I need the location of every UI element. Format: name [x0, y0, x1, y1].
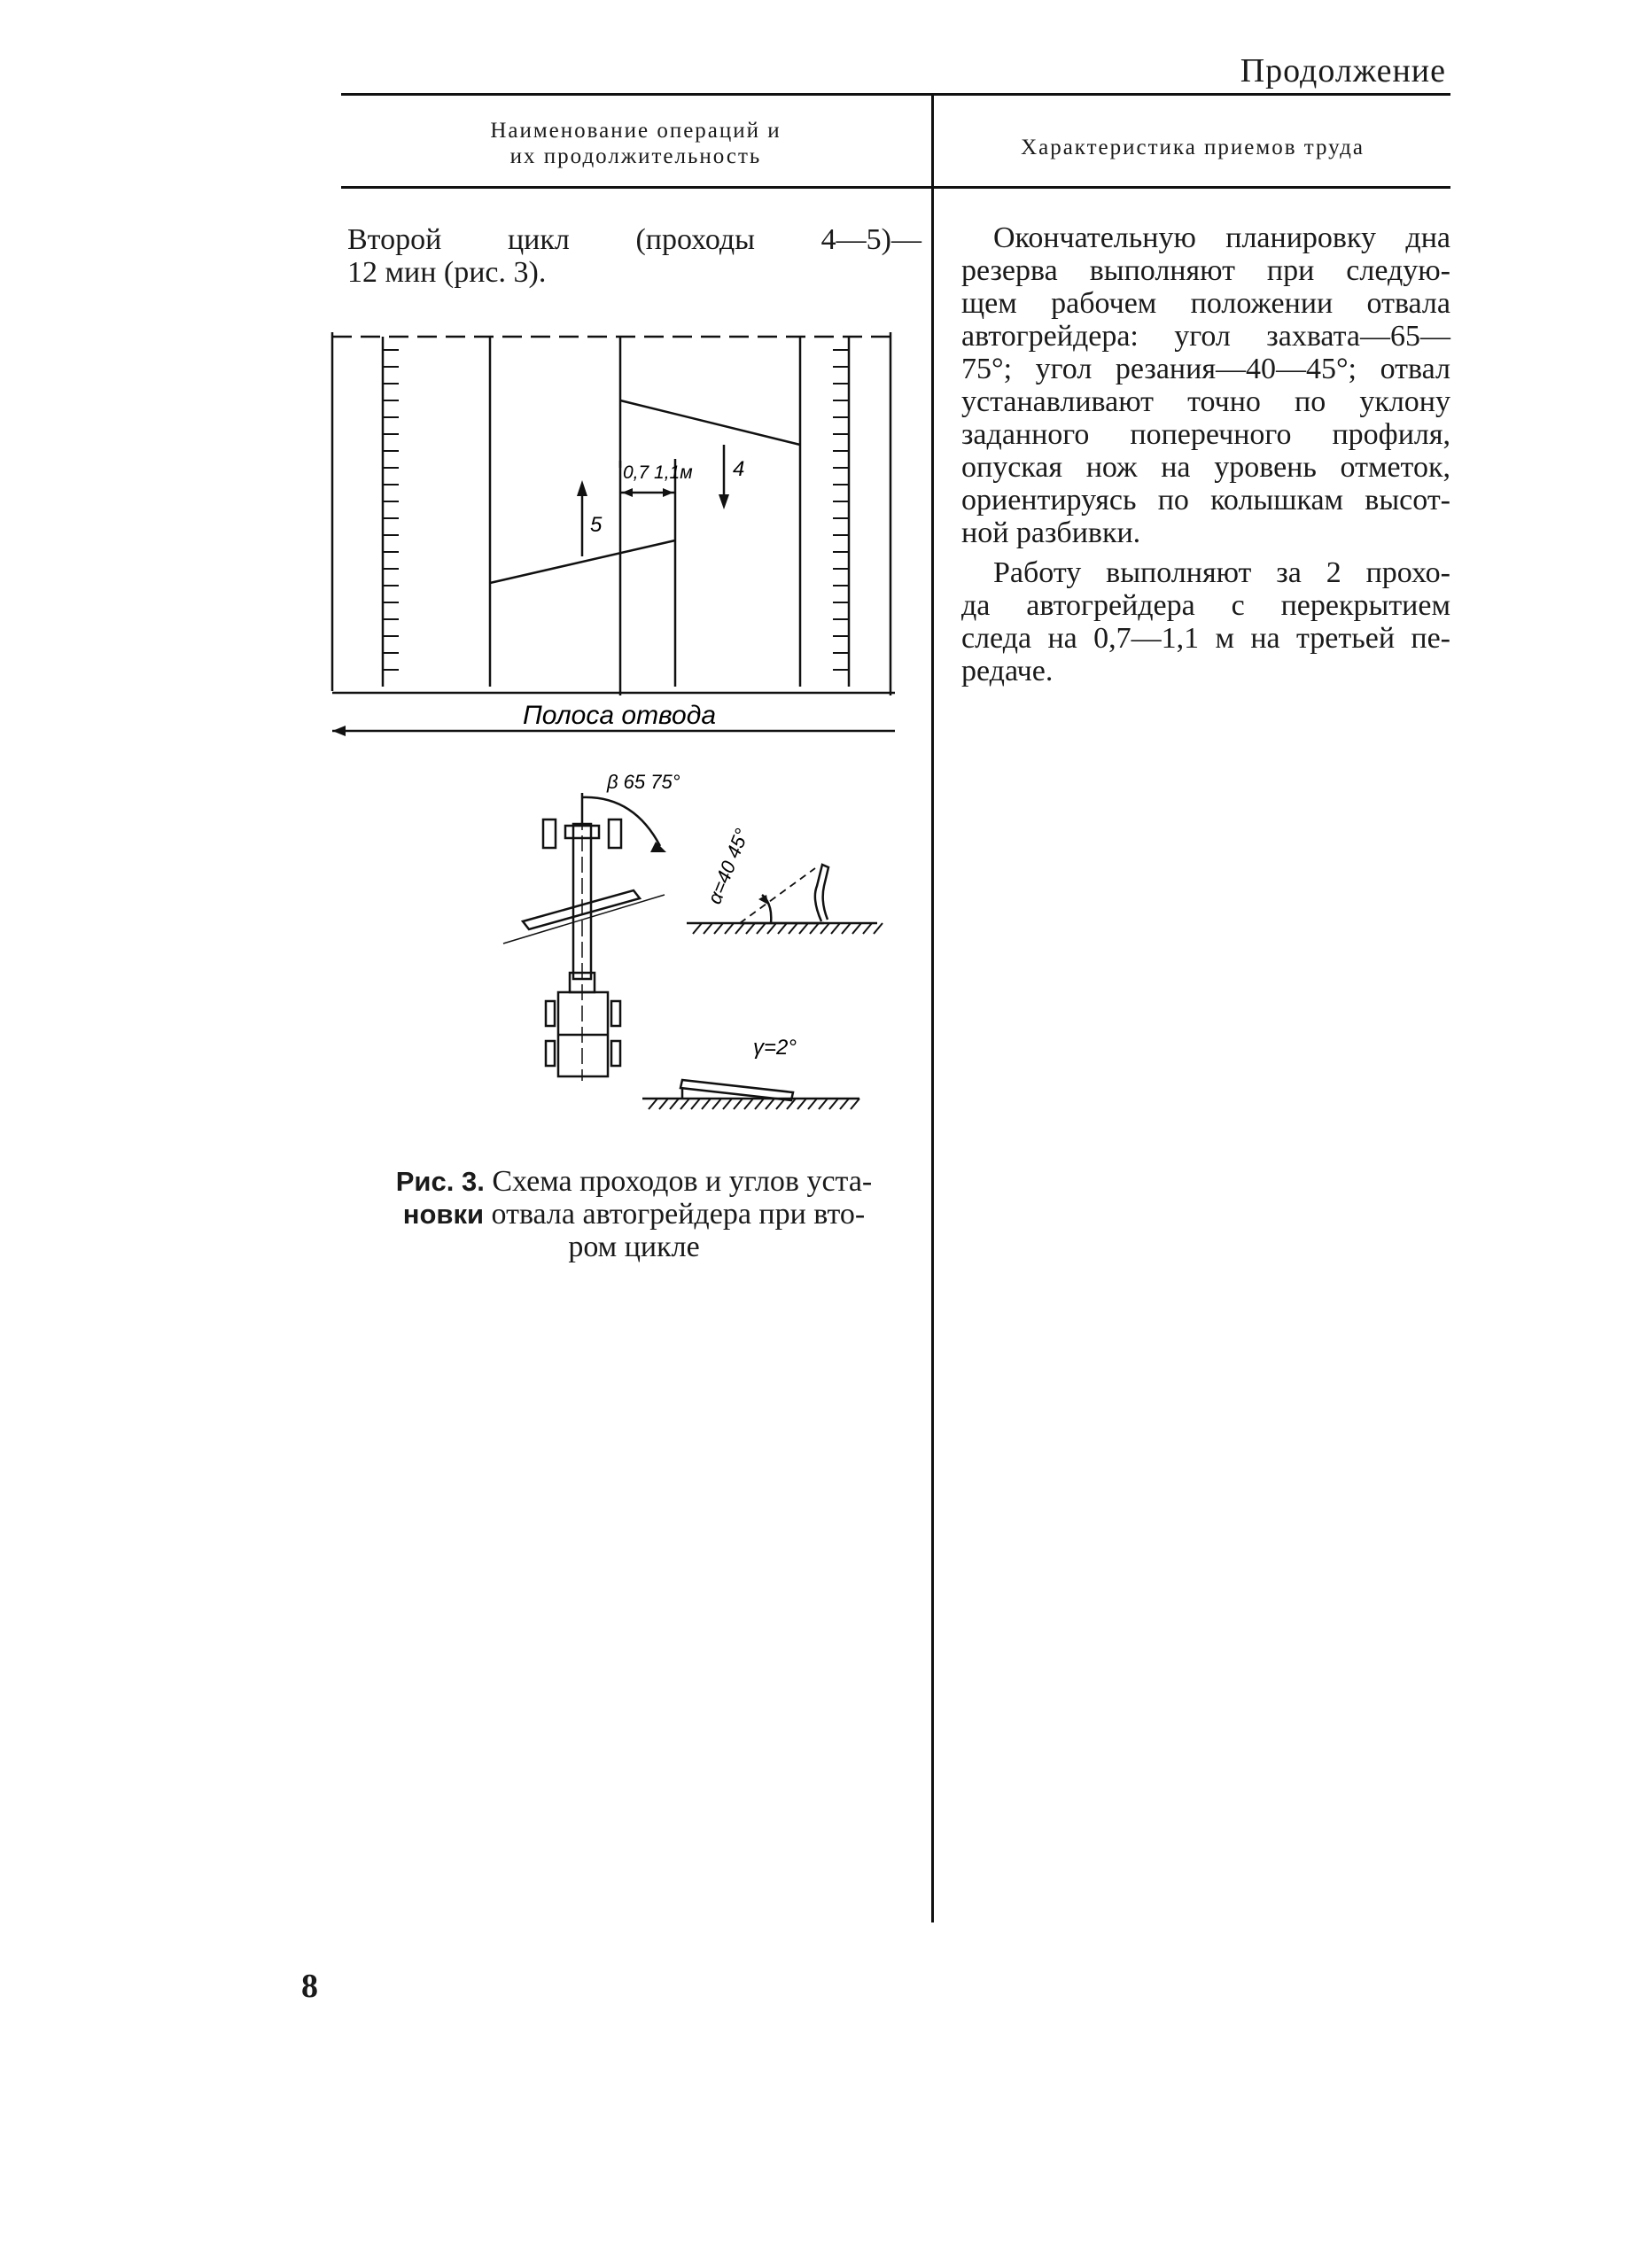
rear-wheel-2-right [611, 1041, 620, 1066]
pass5-arrowhead [577, 480, 587, 496]
right-paragraph-1 [961, 221, 1450, 549]
hatch-tick [670, 1099, 679, 1109]
right-slope-hatching [833, 350, 849, 670]
caption-figure-number: Рис. 3. [395, 1166, 485, 1197]
hatch-tick [789, 923, 797, 934]
pass4-label: 4 [733, 457, 745, 481]
paragraph-line: опуская нож на уровень отметок, [961, 451, 1450, 484]
hatch-tick [810, 923, 819, 934]
hatch-tick [725, 923, 734, 934]
front-wheel-left [543, 819, 556, 848]
hatch-tick [702, 1099, 711, 1109]
gamma-label: γ=2° [753, 1036, 797, 1060]
hatch-tick [766, 1099, 774, 1109]
right-paragraph-2 [961, 556, 1450, 687]
ground-hatching-alpha [693, 923, 883, 934]
continued-label: Продолжение [1240, 52, 1446, 89]
hatch-tick [797, 1099, 806, 1109]
paragraph-line: резерва выполняют при следую- [961, 254, 1450, 287]
paragraph-line: следа на 0,7—1,1 м на третьей пе- [961, 622, 1450, 655]
caption-line1 [344, 1165, 924, 1198]
strip-label: Полоса отвода [523, 701, 717, 730]
paragraph-line: Окончательную планировку дна [993, 221, 1450, 254]
hatch-tick [735, 923, 744, 934]
pass-scheme-figure [328, 328, 930, 744]
hatch-tick [831, 923, 840, 934]
hatch-tick [746, 923, 755, 934]
hatch-tick [820, 923, 829, 934]
hatch-tick [744, 1099, 753, 1109]
strip-arrowhead [332, 726, 346, 736]
hatch-tick [852, 923, 861, 934]
paragraph-line: 75°; угол резания—40—45°; отвал [961, 353, 1450, 385]
hatch-tick [757, 923, 766, 934]
paragraph-line: устанавливают точно по уклону [961, 385, 1450, 418]
hatch-tick [693, 923, 702, 934]
column-divider [931, 93, 934, 1922]
pass5-label: 5 [590, 513, 603, 537]
paragraph-line: Работу выполняют за 2 прохо- [993, 556, 1450, 589]
hatch-tick [808, 1099, 817, 1109]
hatch-tick [649, 1099, 657, 1109]
hatch-tick [840, 1099, 849, 1109]
cycle-description [347, 223, 921, 289]
paragraph-line: автогрейдера: угол захвата—65— [961, 320, 1450, 353]
paragraph-line: заданного поперечного профиля, [961, 418, 1450, 451]
caption-line1-text: Схема проходов и углов уста- [484, 1165, 873, 1198]
rear-wheel-1-right [611, 1001, 620, 1026]
hatch-tick [874, 923, 883, 934]
hatch-tick [829, 1099, 838, 1109]
table-top-rule [341, 93, 1450, 96]
hatch-tick [712, 1099, 721, 1109]
rear-wheel-2-left [546, 1041, 555, 1066]
overlap-arrowhead-right [663, 488, 673, 497]
hatch-tick [723, 1099, 732, 1109]
page-number: 8 [301, 1968, 318, 2005]
blade-angle-figure [487, 753, 895, 1125]
hatch-tick [819, 1099, 828, 1109]
paragraph-line: да автогрейдера с перекрытием [961, 589, 1450, 622]
paragraph-line: ной разбивки. [961, 517, 1141, 549]
hatch-tick [659, 1099, 668, 1109]
cycle-line1: Второй цикл (проходы 4—5)— [347, 223, 921, 256]
rear-wheel-1-left [546, 1001, 555, 1026]
caption-line2 [344, 1198, 924, 1231]
hatch-tick [755, 1099, 764, 1109]
alpha-label: α=40 45° [703, 825, 754, 907]
hatch-tick [704, 923, 712, 934]
hatch-tick [863, 923, 872, 934]
hatch-tick [842, 923, 851, 934]
pass4-arrowhead [719, 494, 729, 509]
hatch-tick [799, 923, 808, 934]
paragraph-line: ориентируясь по колышкам высот- [961, 484, 1450, 517]
grader-blade [523, 890, 640, 929]
hatch-tick [767, 923, 776, 934]
blade-side [680, 1080, 793, 1100]
blade-profile [815, 865, 828, 921]
hatch-tick [680, 1099, 689, 1109]
front-wheel-right [609, 819, 621, 848]
figure-caption [344, 1165, 924, 1263]
hatch-tick [691, 1099, 700, 1109]
cycle-line2: 12 мин (рис. 3). [347, 256, 547, 289]
header-bottom-rule [341, 186, 1450, 189]
col1-header-line1: Наименование операций и [490, 119, 782, 143]
beta-label: β 65 75° [607, 771, 680, 793]
hatch-tick [714, 923, 723, 934]
col2-header: Характеристика приемов труда [1021, 136, 1365, 159]
left-slope-hatching [383, 350, 399, 670]
pass4-slant [620, 400, 800, 445]
caption-line2-text: отвала автогрейдера при вто- [484, 1198, 866, 1231]
alpha-dashed-ray [740, 868, 815, 923]
paragraph-line: редаче. [961, 655, 1054, 687]
caption-line3: ром цикле [568, 1231, 700, 1263]
overlap-arrowhead-left [622, 488, 633, 497]
col1-header [341, 118, 930, 169]
col1-header-line2: их продолжительность [509, 144, 762, 168]
hatch-tick [778, 923, 787, 934]
hatch-tick [734, 1099, 743, 1109]
overlap-label: 0,7 1,1м [623, 462, 693, 483]
ground-hatching-gamma [649, 1099, 859, 1109]
caption-line2-bold: новки [402, 1199, 485, 1230]
paragraph-line: щем рабочем положении отвала [961, 287, 1450, 320]
hatch-tick [851, 1099, 859, 1109]
